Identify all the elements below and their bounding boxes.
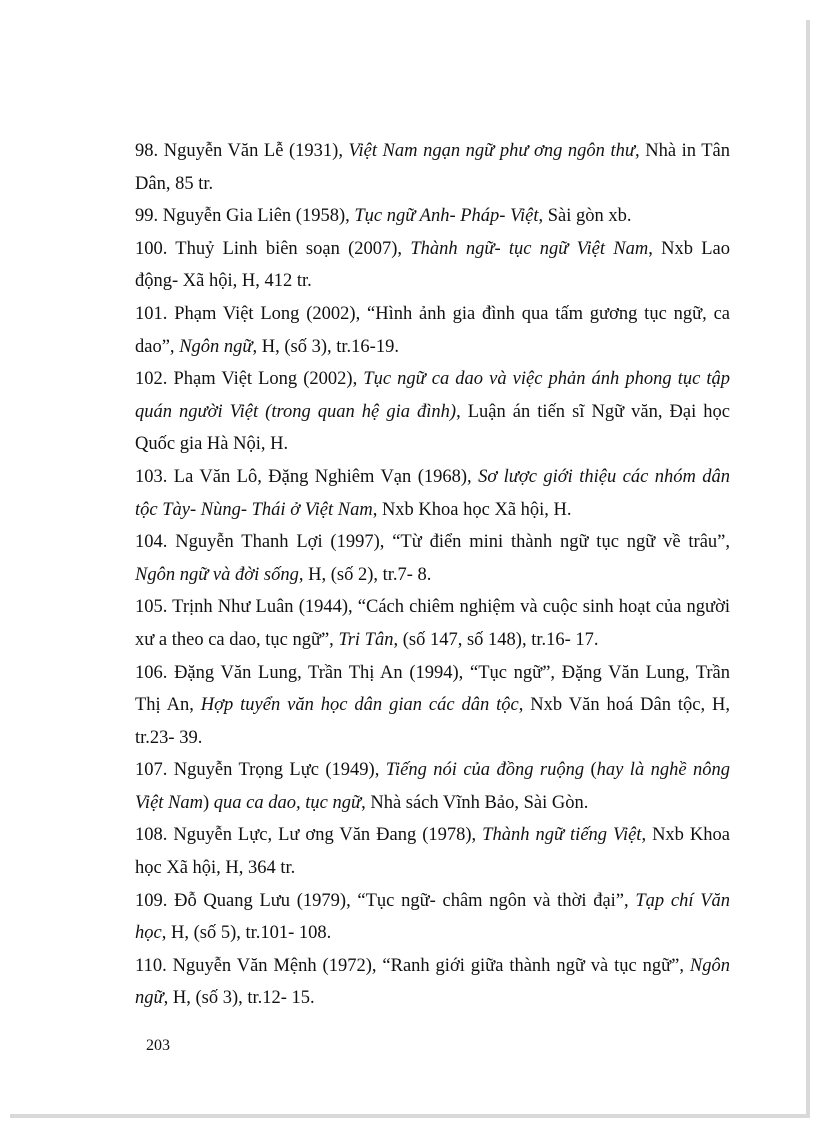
reference-title: Tục ngữ Anh- Pháp- Việt — [354, 206, 539, 227]
reference-title: Ngôn ngữ — [179, 336, 253, 357]
reference-entry — [135, 591, 730, 656]
reference-text: , H, (số 3), tr.12- 15. — [163, 988, 315, 1009]
page-number: 203 — [146, 1037, 170, 1054]
reference-text: , Nxb Lao động- Xã hội, H, 412 tr. — [135, 238, 730, 292]
reference-entry — [135, 233, 730, 298]
page-shadow-bottom — [10, 1114, 810, 1118]
reference-text: 108. Nguyễn Lực, Lư ơng Văn Đang (1978), — [135, 825, 483, 846]
reference-title: Ngôn ngữ và đời sống — [135, 564, 299, 585]
reference-text: , Nxb Văn hoá Dân tộc, H, tr.23- 39. — [135, 695, 730, 748]
reference-text: 98. Nguyễn Văn Lễ (1931), — [135, 141, 349, 161]
reference-title: hay là nghề nông Việt Nam — [135, 760, 730, 813]
reference-text: 102. Phạm Việt Long (2002), — [135, 369, 364, 390]
reference-text: 109. Đỗ Quang Lưu (1979), “Tục ngữ- châm ngôn và thời đại”, — [135, 890, 636, 911]
reference-text: ) — [203, 792, 214, 813]
reference-text: , Sài gòn xb. — [538, 206, 632, 227]
reference-text: , Nhà sách Vĩnh Bảo, Sài Gòn. — [361, 792, 589, 813]
reference-title: Việt Nam ngạn ngữ phư ơng ngôn thư, — [348, 141, 640, 161]
reference-text: 99. Nguyễn Gia Liên (1958), — [135, 206, 355, 227]
reference-text: 106. Đặng Văn Lung, Trần Thị An (1994), “Tục ngữ”, Đặng Văn Lung, Trần Thị An, — [135, 662, 730, 716]
reference-title: Sơ lược giới thiệu các nhóm dân tộc Tày- Nùng- Thái ở Việt Nam — [135, 466, 731, 520]
reference-text: , (số 147, số 148), tr.16- 17. — [393, 629, 599, 650]
reference-entry — [135, 461, 730, 526]
reference-entry — [135, 657, 730, 755]
reference-entry — [135, 526, 730, 591]
reference-text: ( — [584, 760, 597, 781]
reference-text: , H, (số 5), tr.101- 108. — [161, 923, 332, 944]
reference-title: Tạp chí Văn học — [135, 890, 730, 944]
reference-entry — [135, 298, 730, 363]
reference-entry — [135, 819, 730, 884]
reference-entry — [135, 885, 730, 950]
reference-text: 104. Nguyễn Thanh Lợi (1997), “Từ điển mini thành ngữ tục ngữ về trâu”, — [135, 532, 730, 553]
reference-entry — [135, 200, 730, 233]
reference-title: Ngôn ngữ — [135, 955, 730, 1009]
reference-entry — [135, 754, 730, 819]
reference-title: Tục ngữ ca dao và việc phản ánh phong tục tập quán người Việt (trong quan hệ gia đình) — [135, 369, 731, 422]
reference-title: Tri Tân — [338, 629, 394, 650]
page-shadow-right — [806, 20, 810, 1116]
reference-text: 101. Phạm Việt Long (2002), “Hình ảnh gia đình qua tấm gương tục ngữ, ca dao”, — [135, 303, 730, 357]
reference-text: , Nxb Khoa học Xã hội, H, 364 tr. — [135, 825, 730, 879]
reference-text: 110. Nguyễn Văn Mệnh (1972), “Ranh giới giữa thành ngữ và tục ngữ”, — [135, 955, 690, 976]
reference-text: 107. Nguyễn Trọng Lực (1949), — [135, 760, 386, 781]
reference-title: Thành ngữ tiếng Việt — [482, 825, 642, 846]
reference-text: , H, (số 3), tr.16-19. — [252, 336, 399, 357]
reference-text: , Nxb Khoa học Xã hội, H. — [372, 499, 572, 520]
reference-text: 100. Thuỷ Linh biên soạn (2007), — [135, 238, 411, 259]
reference-text: Nhà in Tân Dân, 85 tr. — [135, 141, 730, 194]
reference-title: Hợp tuyển văn học dân gian các dân tộc — [200, 695, 519, 716]
reference-list — [135, 135, 730, 1015]
reference-title: Tiếng nói của đồng ruộng — [385, 760, 585, 781]
reference-entry — [135, 950, 730, 1015]
reference-title: qua ca dao, tục ngữ — [213, 792, 362, 813]
reference-text: , Luận án tiến sĩ Ngữ văn, Đại học Quốc gia Hà Nội, H. — [135, 401, 730, 455]
reference-title: Thành ngữ- tục ngữ Việt Nam — [410, 238, 649, 259]
reference-text: 105. Trịnh Như Luân (1944), “Cách chiêm nghiệm và cuộc sinh hoạt của người xư a theo ca dao, tục ngữ”, — [135, 597, 730, 650]
reference-entry — [135, 135, 730, 200]
reference-entry — [135, 363, 730, 461]
reference-text: , H, (số 2), tr.7- 8. — [298, 564, 432, 585]
reference-text: 103. La Văn Lô, Đặng Nghiêm Vạn (1968), — [135, 466, 479, 487]
